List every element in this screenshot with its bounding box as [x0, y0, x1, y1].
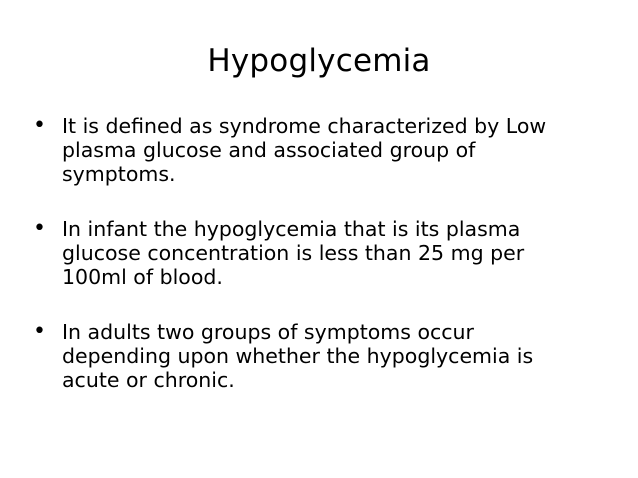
bullet-line: depending upon whether the hypoglycemia is — [62, 344, 534, 368]
bullet-line: It is defined as syndrome characterized by Low — [62, 114, 547, 138]
bullet-item-definition — [33, 114, 613, 186]
bullet-line: In infant the hypoglycemia that is its plasma — [62, 217, 521, 241]
bullet-item-infant — [33, 217, 613, 289]
bullet-text — [62, 320, 613, 392]
bullet-item-adults — [33, 320, 613, 392]
bullet-text — [62, 114, 613, 186]
bullet-icon: • — [33, 216, 46, 241]
bullet-icon: • — [33, 319, 46, 344]
bullet-line: plasma glucose and associated group of — [62, 138, 476, 162]
bullet-line: In adults two groups of symptoms occur — [62, 320, 474, 344]
bullet-list — [33, 114, 613, 423]
bullet-line: glucose concentration is less than 25 mg per — [62, 241, 525, 265]
bullet-line: 100ml of blood. — [62, 265, 223, 289]
bullet-line: symptoms. — [62, 162, 176, 186]
bullet-line: acute or chronic. — [62, 368, 235, 392]
bullet-icon: • — [33, 113, 46, 138]
bullet-text — [62, 217, 613, 289]
slide-title: Hypoglycemia — [207, 43, 431, 79]
